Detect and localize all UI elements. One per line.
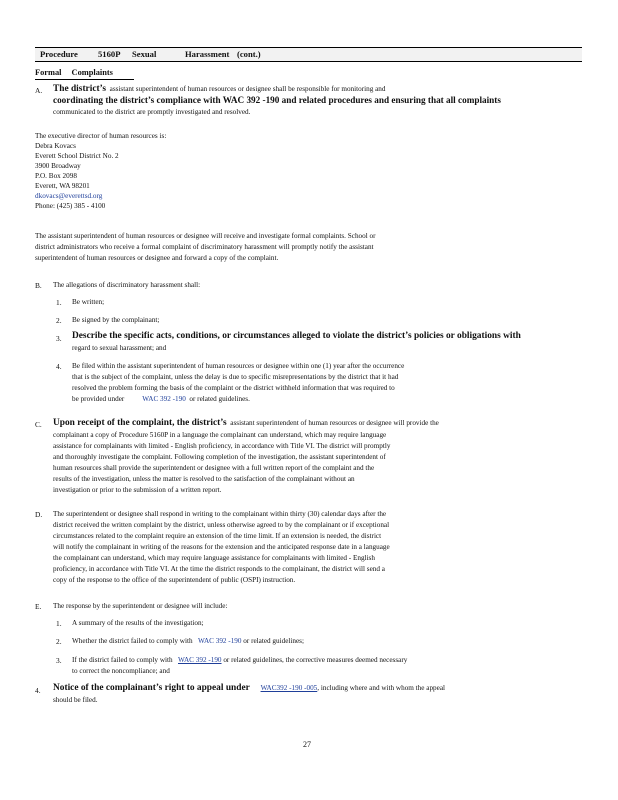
- item-b3-text-cont: regard to sexual harassment; and: [72, 344, 167, 352]
- item-e3-end: or related guidelines, the corrective measures deemed necessary: [223, 656, 408, 664]
- item-d-line-6: proficiency, in accordance with Title VI. At the time the district responds to the complainant, the district will send a: [53, 565, 385, 573]
- item-e4-end: , including where and with whom the appeal: [317, 684, 446, 692]
- item-c-line-2: complainant a copy of Procedure 5160P in a language the complainant can understand, which may require language: [53, 431, 387, 439]
- item-b3-text: Describe the specific acts, conditions, or circumstances alleged to violate the district’s policies or obligations with: [72, 331, 521, 341]
- item-a-label: A.: [35, 86, 43, 95]
- item-c-line-4: and thoroughly investigate the complaint. Following completion of the investigation, the assistant superintendent of: [53, 453, 386, 461]
- item-a-line-3: communicated to the district are promptly investigated and resolved.: [53, 108, 251, 116]
- item-c-line-6: results of the investigation, unless the matter is resolved to the satisfaction of the complainant without an: [53, 475, 355, 483]
- item-c-line-3: assistance for complainants with limited - English proficiency, in accordance with Title VI. The district will promptly: [53, 442, 391, 450]
- contact-street: 3900 Broadway: [35, 162, 81, 170]
- header-procedure: Procedure: [40, 49, 78, 59]
- item-e4-number: 4.: [35, 686, 41, 695]
- wac-link[interactable]: WAC 392 -190: [178, 656, 222, 664]
- item-b2-number: 2.: [56, 316, 62, 325]
- item-a-para-line-1: The assistant superintendent of human resources or designee will receive and investigate formal complaints. School or: [35, 232, 376, 240]
- item-b1-number: 1.: [56, 298, 62, 307]
- wac-link[interactable]: WAC 392 -190: [197, 637, 242, 645]
- contact-city: Everett, WA 98201: [35, 182, 90, 190]
- item-e2-number: 2.: [56, 637, 62, 646]
- contact-phone: Phone: (425) 385 - 4100: [35, 202, 106, 210]
- header-title-a: Sexual: [132, 49, 157, 59]
- item-b4-line-4-end: or related guidelines.: [189, 395, 250, 403]
- contact-intro: The executive director of human resources is:: [35, 132, 167, 140]
- section-heading: [35, 68, 123, 77]
- item-e-intro: The response by the superintendent or designee will include:: [53, 602, 228, 610]
- item-b4-line-1: Be filed within the assistant superintendent of human resources or designee within one (1) year after the occurrence: [72, 362, 405, 370]
- item-a-para-line-2: district administrators who receive a formal complaint of discriminatory harassment will promptly notify the assistant: [35, 243, 374, 251]
- wac-link[interactable]: WAC 392 -190: [142, 395, 186, 403]
- item-d-line-4: will notify the complainant in writing of the reasons for the extension and the anticipated response date in a language: [53, 543, 390, 551]
- item-e4-lead: Notice of the complainant’s right to appeal under: [53, 683, 250, 693]
- item-a-lead: The district’s: [53, 84, 107, 94]
- item-b-label: B.: [35, 281, 42, 290]
- item-c-line-5: human resources shall provide the superintendent or designee with a full written report of the complaint and the: [53, 464, 375, 472]
- item-b3-number: 3.: [56, 334, 62, 343]
- item-e3-start: If the district failed to comply with: [72, 656, 173, 664]
- item-d-line-3: circumstances related to the complaint require an extension of the time limit. If an extension is needed, the district: [53, 532, 382, 540]
- section-heading-underline: [35, 79, 134, 80]
- contact-po-box: P.O. Box 2098: [35, 172, 77, 180]
- item-c-line-7: investigation or prior to the submission of a written report.: [53, 486, 222, 494]
- header-cont: (cont.): [237, 49, 261, 59]
- item-a-para-line-3: superintendent of human resources or designee and forward a copy of the complaint.: [35, 254, 279, 262]
- item-c-label: C.: [35, 420, 42, 429]
- item-c-lead: Upon receipt of the complaint, the district’s: [53, 418, 227, 428]
- item-d-label: D.: [35, 510, 43, 519]
- page-number: 27: [303, 740, 311, 749]
- item-c-line-1-rest: assistant superintendent of human resources or designee will provide the: [230, 419, 439, 427]
- header-number: 5160P: [98, 49, 121, 59]
- item-b4-line-2: that is the subject of the complaint, unless the delay is due to specific misrepresentations by the district that it had: [72, 373, 399, 381]
- item-d-line-2: district received the written complaint by the district, unless otherwise agreed to by the complainant or if exceptional: [53, 521, 390, 529]
- item-b2-text: Be signed by the complainant;: [72, 316, 160, 324]
- item-b4-number: 4.: [56, 362, 62, 371]
- item-a-line-1: [53, 84, 581, 95]
- contact-name: Debra Kovacs: [35, 142, 76, 150]
- item-b4-line-4-start: be provided under: [72, 395, 125, 403]
- contact-org: Everett School District No. 2: [35, 152, 119, 160]
- section-heading-word-2: Complaints: [71, 68, 113, 77]
- section-heading-word-1: Formal: [35, 68, 62, 77]
- item-c-line-1: [53, 418, 581, 429]
- item-e2-end: or related guidelines;: [243, 637, 304, 645]
- item-e3-line-1: [72, 656, 407, 666]
- item-e-label: E.: [35, 602, 42, 611]
- item-b1-text: Be written;: [72, 298, 105, 306]
- item-e3-number: 3.: [56, 656, 62, 665]
- item-d-line-1: The superintendent or designee shall respond in writing to the complainant within thirty (30) calendar days after the: [53, 510, 387, 518]
- item-e1-number: 1.: [56, 619, 62, 628]
- item-a-line-1-rest: assistant superintendent of human resources or designee shall be responsible for monitoring and: [109, 85, 386, 93]
- item-e2-text: [72, 637, 304, 647]
- item-e2-start: Whether the district failed to comply with: [72, 637, 193, 645]
- item-b4-line-4: [72, 395, 250, 405]
- item-e4-line-1: [53, 683, 445, 694]
- item-b-intro: The allegations of discriminatory harassment shall:: [53, 281, 201, 289]
- procedure-header-bar: [35, 47, 582, 62]
- item-e3-line-2: to correct the noncompliance; and: [72, 667, 170, 675]
- item-e4-line-2: should be filed.: [53, 696, 98, 704]
- item-d-line-7: copy of the response to the office of the superintendent of public (OSPI) instruction.: [53, 576, 296, 584]
- item-e1-text: A summary of the results of the investigation;: [72, 619, 204, 627]
- item-d-line-5: the complainant can understand, which may require language assistance for complainants with limited - English: [53, 554, 375, 562]
- header-title-b: Harassment: [185, 49, 230, 59]
- wac-link[interactable]: WAC392 -190 -005: [260, 684, 318, 692]
- item-a-line-2: coordinating the district’s compliance with WAC 392 -190 and related procedures and ensuring that all complaints: [53, 95, 501, 105]
- contact-email-link[interactable]: dkovacs@everettsd.org: [35, 192, 103, 200]
- item-b4-line-3: resolved the problem forming the basis of the complaint or the district withheld information that was required to: [72, 384, 395, 392]
